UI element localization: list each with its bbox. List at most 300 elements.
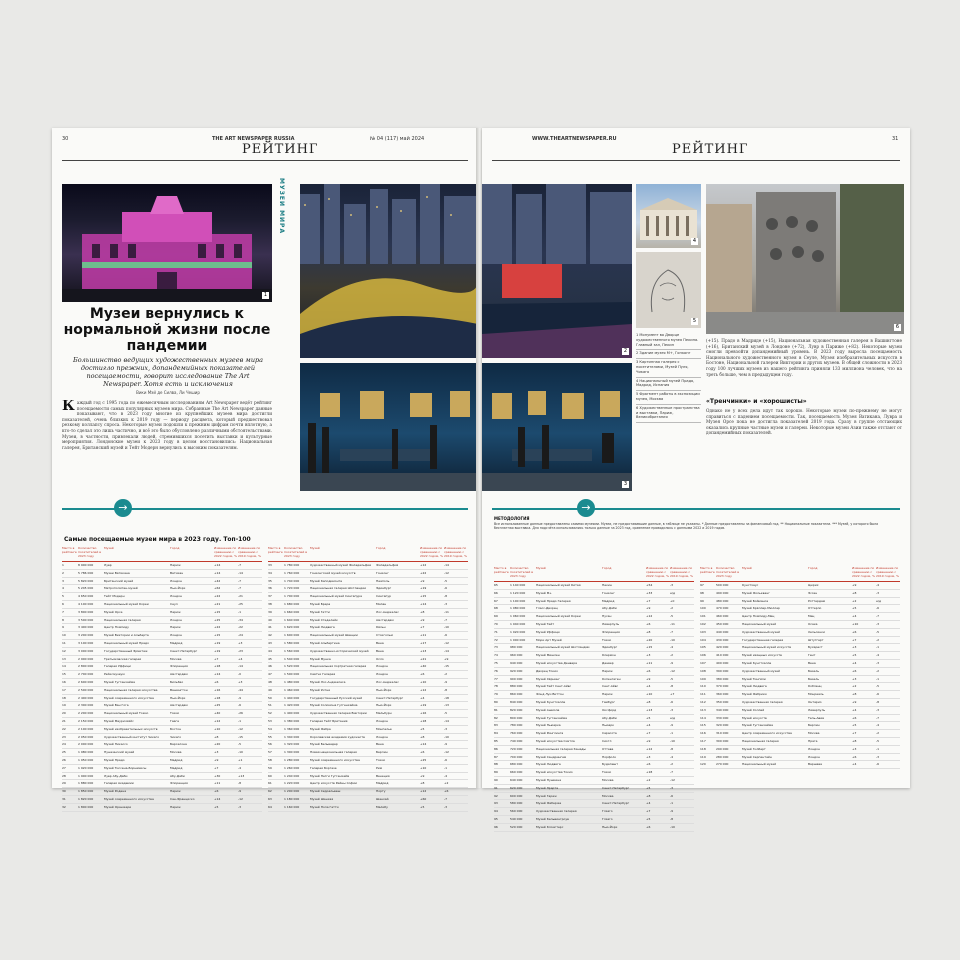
table-cell-vs2022: +19 — [420, 586, 427, 591]
table-cell-vs2019: -4 — [876, 583, 879, 587]
table-cell-vs2022: +7 — [852, 731, 857, 736]
table-cell-museum: Художественный институт Чикаго — [104, 734, 160, 739]
table-cell-visitors: 1 800 000 — [78, 804, 94, 809]
table-header-museum: Музей — [310, 546, 320, 550]
table-cell-vs2022: +6 — [646, 824, 651, 829]
table-cell-visitors: 1 900 000 — [78, 773, 94, 778]
table-cell-visitors: 1 080 000 — [510, 606, 526, 611]
table-cell-vs2022: +6 — [420, 672, 425, 677]
table-cell-city: Берлин — [808, 723, 820, 728]
table-row — [494, 683, 694, 691]
table-cell-visitors: 1 640 000 — [284, 617, 300, 622]
table-cell-city: Вена — [376, 640, 384, 645]
table-cell-city: Роттердам — [808, 598, 826, 603]
caption-6: 6 Художественные пространства и выставки, Париж, Великобритания — [636, 405, 701, 423]
table-cell-visitors: 680 000 — [510, 762, 523, 767]
table-cell-museum: Музей искусства Сиэтла — [536, 738, 575, 743]
table-cell-vs2019: -3 — [670, 785, 673, 790]
table-cell-city: Лондон — [170, 594, 182, 599]
table-cell-museum: Музей Крёллер-Мюллер — [742, 606, 780, 611]
table-cell-museum: Музей Серральвеш — [310, 789, 341, 794]
table-cell-vs2022: +7 — [646, 731, 651, 736]
table-cell-vs2019: -5 — [876, 629, 879, 634]
table-row — [268, 749, 468, 757]
table-cell-museum: Музей Орсе — [104, 609, 123, 614]
table-row — [494, 722, 694, 730]
table-cell-visitors: 640 000 — [510, 777, 523, 782]
table-cell-vs2022: +14 — [214, 563, 221, 567]
table-cell-visitors: 470 000 — [716, 606, 729, 611]
table-cell-vs2019: +1 — [238, 757, 243, 762]
table-cell-rank: 32 — [62, 804, 66, 809]
table-row — [700, 722, 900, 730]
table-cell-visitors: 1 660 000 — [284, 609, 300, 614]
table-cell-vs2019: -8 — [876, 699, 879, 704]
table-cell-rank: 7 — [62, 609, 64, 614]
left-rule — [62, 160, 468, 161]
table-cell-rank: 5 — [62, 594, 64, 599]
street-illustration — [706, 184, 904, 334]
table-cell-vs2022: +2 — [646, 777, 651, 782]
table-cell-vs2022: +33 — [646, 590, 653, 595]
table-cell-vs2022: +25 — [214, 703, 221, 708]
table-cell-visitors: 1 560 000 — [284, 648, 300, 653]
table-cell-museum: Музей Гуггенхайма — [742, 723, 773, 728]
table-cell-museum: Музей изобразительных искусств — [104, 726, 158, 731]
table-cell-rank: 18 — [62, 695, 66, 700]
table-cell-city: Штутгарт — [808, 637, 824, 642]
table-cell-rank: 36 — [268, 586, 272, 591]
table-cell-vs2019: -7 — [670, 629, 673, 634]
table-cell-visitors: 720 000 — [510, 746, 523, 751]
table-cell-vs2022: +3 — [646, 754, 651, 759]
table-cell-museum: Музей Бойманса — [742, 598, 769, 603]
table-row — [62, 796, 262, 804]
table-cell-visitors: 310 000 — [716, 731, 729, 736]
table-row — [268, 570, 468, 578]
table-cell-museum: Национальный музей Кореи — [536, 614, 581, 619]
table-cell-visitors: 1 720 000 — [284, 586, 300, 591]
table-cell-museum: Музей M+ — [536, 590, 552, 595]
table-cell-rank: 16 — [62, 679, 66, 684]
table-cell-vs2022: +19 — [420, 703, 427, 708]
table-row — [62, 773, 262, 781]
table-cell-vs2022: +21 — [214, 601, 221, 606]
table-cell-vs2022: +62 — [214, 586, 221, 591]
table-cell-vs2019: -2 — [670, 762, 673, 767]
table-row — [700, 644, 900, 652]
table-cell-city: Париж — [170, 609, 181, 614]
table-row — [62, 765, 262, 773]
table-header-museum: Музей — [536, 566, 546, 570]
table-cell-rank: 120 — [700, 762, 706, 767]
table-cell-vs2019: -2 — [876, 637, 879, 642]
table-cell-vs2022: +9 — [646, 676, 651, 681]
table-cell-vs2022: +20 — [214, 742, 221, 747]
table-cell-visitors: 1 140 000 — [510, 583, 526, 587]
table-row — [700, 637, 900, 645]
table-cell-visitors: 1 680 000 — [284, 601, 300, 606]
table-cell-city: Кобленц — [808, 684, 822, 689]
table-header-museum: Музей — [104, 546, 114, 550]
table-cell-visitors: 860 000 — [510, 692, 523, 697]
table-cell-vs2019: +3 — [238, 679, 243, 684]
table-cell-vs2022: +7 — [214, 765, 219, 770]
table-cell-visitors: 1 320 000 — [284, 742, 300, 747]
table-cell-city: Варшава — [808, 762, 822, 767]
table-cell-vs2019: -5 — [444, 711, 447, 716]
table-cell-vs2019: -4 — [444, 773, 447, 778]
table-cell-city: Осло — [376, 656, 384, 661]
table-header-city: Город — [602, 566, 612, 570]
table-cell-vs2019: -4 — [876, 653, 879, 658]
table-row — [700, 715, 900, 723]
table-cell-vs2019: -1 — [876, 645, 879, 650]
table-cell-vs2022: +9 — [420, 578, 425, 583]
table-cell-vs2022: +5 — [214, 804, 219, 809]
table-cell-vs2019: -26 — [238, 711, 243, 716]
table-cell-vs2022: +15 — [420, 594, 427, 599]
table-row — [494, 800, 694, 808]
table-cell-visitors: 330 000 — [716, 715, 729, 720]
table-cell-vs2022: +6 — [852, 668, 857, 673]
table-cell-rank: 53 — [268, 718, 272, 723]
table-cell-city: Ливерпуль — [602, 621, 620, 626]
table-cell-vs2019: +7 — [670, 692, 675, 697]
table-cell-city: Копенгаген — [602, 676, 621, 681]
table-cell-rank: 76 — [494, 668, 498, 673]
table-row — [700, 761, 900, 769]
table-cell-vs2022: +6 — [646, 621, 651, 626]
table-cell-city: Лондон — [376, 734, 388, 739]
table-cell-museum: Художественный музей Филадельфии — [310, 563, 372, 567]
table-cell-vs2022: +4 — [420, 695, 425, 700]
table-cell-vs2022: +9 — [646, 738, 651, 743]
table-row — [700, 598, 900, 606]
table-cell-city: Денвер — [602, 660, 614, 665]
table-row — [62, 695, 262, 703]
table-cell-city: Ватикан — [170, 570, 184, 575]
table-cell-vs2019: -7 — [238, 563, 241, 567]
table-cell-rank: 13 — [62, 656, 66, 661]
table-cell-museum: Национальный музей Шотландии — [536, 645, 590, 650]
table-row — [268, 796, 468, 804]
table-row — [494, 598, 694, 606]
table-cell-city: Амстердам — [376, 617, 394, 622]
table-cell-museum: Фонд Луи Виттон — [536, 692, 564, 697]
article-dek: Большинство ведущих художественных музеев мира достигло прежних, допандемийных показателей посещаемости, говорит исследование The Art Newspaper. Хотя есть и исключения — [72, 356, 264, 388]
table-row — [494, 691, 694, 699]
table-cell-vs2019: -7 — [444, 617, 447, 622]
table-cell-vs2022: +7 — [646, 598, 651, 603]
photo-5-drawing — [636, 252, 701, 328]
table-cell-museum: Галерея Тейт Британия — [310, 718, 348, 723]
photo-captions — [636, 332, 701, 492]
table-cell-vs2019: -14 — [444, 718, 449, 723]
table-cell-vs2019: -7 — [876, 715, 879, 720]
table-cell-vs2022: +7 — [646, 809, 651, 814]
table-cell-city: Кёльн — [376, 625, 386, 630]
table-cell-rank: 101 — [700, 614, 706, 619]
table-cell-visitors: 1 540 000 — [284, 656, 300, 661]
table-cell-rank: 111 — [700, 692, 706, 697]
table-row — [494, 715, 694, 723]
table-cell-rank: 49 — [268, 687, 272, 692]
table-cell-museum: Музей Фаберже — [536, 801, 562, 806]
table-row — [268, 702, 468, 710]
table-cell-city: Гамбург — [602, 699, 616, 704]
table-cell-museum: Музей Людвига — [536, 762, 561, 767]
table-cell-city: Гент — [808, 653, 816, 658]
table-row — [62, 570, 262, 578]
table-cell-vs2019: -3 — [876, 707, 879, 712]
table-row — [62, 562, 262, 570]
table-cell-museum: Музей Гараж — [536, 793, 557, 798]
table-cell-vs2019: -2 — [444, 672, 447, 677]
table-cell-city: Токио — [170, 711, 180, 716]
table-cell-vs2019: -5 — [238, 742, 241, 747]
right-body-text-2: Однако не у всех дела идут так хорошо. Некоторые музеи по-прежнему не могут справиться с падением посещаемости. Так, посещаемость Музея Ватикана, Лувра и Музея Орсе пока не достигла показателей 2019 года. Сразу в группе отстающих оказались крупные частные музеи и галереи. Некоторые музеи Азии также отстают от допандемийных показателей. — [706, 408, 902, 436]
table-cell-visitors: 400 000 — [716, 660, 729, 665]
table-cell-museum: Музей Кельвингроув — [536, 816, 569, 821]
table-cell-city: Флоренция — [170, 664, 188, 669]
table-cell-museum: Музей Гуггенхайма — [536, 715, 567, 720]
table-cell-vs2019: -3 — [876, 590, 879, 595]
table-cell-visitors: 500 000 — [716, 583, 729, 587]
table-cell-rank: 20 — [62, 711, 66, 716]
table-cell-vs2022: +7 — [420, 625, 425, 630]
table-cell-vs2022: +22 — [420, 570, 427, 575]
table-cell-rank: 90 — [494, 777, 498, 782]
table-cell-vs2019: -3 — [444, 804, 447, 809]
table-cell-city: Оттерло — [808, 606, 822, 611]
table-cell-vs2022: +9 — [420, 773, 425, 778]
table-cell-rank: 43 — [268, 640, 272, 645]
table-header-vs2019: Изменение по сравнению с 2019 годом, % — [876, 566, 899, 578]
m-plus-building-illustration — [482, 184, 632, 358]
table-row — [494, 777, 694, 785]
table-cell-vs2022: +7 — [852, 637, 857, 642]
table-cell-vs2019: -12 — [444, 570, 449, 575]
table-cell-vs2019: -25 — [238, 601, 243, 606]
photo-3-gallery-visitors-left — [300, 363, 478, 491]
table-cell-rank: 67 — [494, 598, 498, 603]
table-cell-vs2022: +6 — [214, 789, 219, 794]
table-cell-city: Гонконг — [376, 570, 389, 575]
table-cell-vs2022: +60 — [420, 796, 427, 801]
table-cell-visitors: 2 700 000 — [78, 672, 94, 677]
table-cell-city: Хельсинки — [808, 629, 825, 634]
table-cell-rank: 2 — [62, 570, 64, 575]
table-cell-visitors: 1 000 000 — [510, 637, 526, 642]
table-cell-museum: Музей современного искусства — [104, 796, 154, 801]
table-cell-city: Мельбурн — [376, 711, 392, 716]
table-row — [62, 609, 262, 617]
table-cell-city: Токио — [376, 757, 386, 762]
table-cell-vs2022: +4 — [646, 801, 651, 806]
table-cell-visitors: 740 000 — [510, 738, 523, 743]
table-row — [494, 769, 694, 777]
table-cell-city: Пекин — [602, 583, 612, 587]
table-cell-museum: Музей Эрарта — [536, 785, 559, 790]
table-cell-visitors: 2 200 000 — [78, 711, 94, 716]
table-cell-vs2022: +9 — [214, 757, 219, 762]
table-cell-vs2019: -7 — [238, 586, 241, 591]
table-cell-museum: Музей Гилберт — [742, 746, 766, 751]
table-cell-vs2022: +14 — [420, 601, 427, 606]
table-cell-city: Вашингтон — [170, 687, 188, 692]
table-cell-rank: 1 — [62, 563, 64, 567]
table-cell-vs2022: +6 — [852, 629, 857, 634]
table-row — [62, 718, 262, 726]
table-header — [62, 546, 262, 562]
table-cell-rank: 102 — [700, 621, 706, 626]
table-cell-vs2019: -3 — [876, 754, 879, 759]
table-cell-visitors: 920 000 — [510, 668, 523, 673]
table-cell-city: Париж — [170, 625, 181, 630]
table-cell-vs2022: +8 — [420, 781, 425, 786]
table-row — [494, 730, 694, 738]
table-cell-vs2022: +9 — [852, 583, 857, 587]
table-cell-city: Лондон — [376, 664, 388, 669]
table-cell-vs2022: +20 — [646, 637, 653, 642]
table-cell-vs2022: +11 — [646, 660, 653, 665]
methodology-text: Все использованные данные предоставлены самими музеями. Музеи, не предоставившие данные, в таблице не указаны. * Данные предоставлены за финансовый год. ** Национальные показатели. *** Музей, у которого была бесплатная выставка. Для подсчёта использовались только данные за 2023 год, сравнение проводилось с данными 2022 и 2019 годов. — [494, 522, 879, 531]
table-cell-visitors: 2 500 000 — [78, 687, 94, 692]
table-cell-vs2019: -1 — [238, 609, 241, 614]
table-cell-museum: Музей Родена — [104, 789, 127, 794]
table-cell-museum: Музей Пикассо — [104, 742, 128, 747]
table-header-rank: Место в рейтинге — [700, 566, 715, 574]
table-cell-museum: Музей Брера — [310, 601, 331, 606]
table-cell-visitors: 1 880 000 — [78, 781, 94, 786]
photo-2-city-night-left — [300, 184, 478, 358]
table-cell-vs2019: -8 — [670, 746, 673, 751]
table-cell-city: Порту — [376, 789, 386, 794]
table-cell-city: Бостон — [170, 726, 182, 731]
table-cell-museum: Центр современного искусства — [742, 731, 792, 736]
table-cell-museum: Галерея Уффици — [104, 664, 131, 669]
table-cell-rank: 10 — [62, 633, 66, 638]
table-cell-museum: Музей Пола Гетти — [310, 804, 339, 809]
table-row — [62, 671, 262, 679]
table-cell-city: Мадрид — [170, 765, 183, 770]
table-cell-visitors: 1 300 000 — [284, 750, 300, 755]
table-cell-vs2019: -44 — [238, 687, 243, 692]
right-rule — [492, 160, 900, 161]
table-row — [494, 605, 694, 613]
table-cell-museum: Художественный музей — [742, 668, 780, 673]
table-cell-visitors: 2 150 000 — [78, 718, 94, 723]
table-cell-vs2022: +5 — [646, 715, 651, 720]
table-cell-rank: 24 — [62, 742, 66, 747]
table-row — [62, 804, 262, 812]
table-cell-vs2019: +9 — [444, 656, 449, 661]
table-cell-museum: Галерея Боргезе — [310, 765, 337, 770]
table-cell-city: Цюрих — [808, 583, 819, 587]
table-cell-visitors: 3 000 000 — [78, 648, 94, 653]
table-cell-museum: Музей Бельведер — [310, 742, 338, 747]
table-cell-vs2022: +12 — [646, 614, 653, 619]
table-row — [268, 562, 468, 570]
table-cell-rank: 31 — [62, 796, 66, 801]
table-cell-city: Токио — [602, 637, 612, 642]
table-cell-vs2019: -4 — [876, 723, 879, 728]
table-row — [62, 780, 262, 788]
table-cell-visitors: 1 580 000 — [284, 640, 300, 645]
table-cell-rank: 27 — [62, 765, 66, 770]
table-cell-vs2022: +18 — [646, 770, 653, 775]
table-cell-vs2022: +3 — [852, 746, 857, 751]
table-cell-city: Тель-Авив — [808, 715, 824, 720]
table-cell-museum: Музей Тейт — [536, 621, 555, 626]
table-cell-museum: Дворец Токио — [536, 668, 558, 673]
table-cell-vs2022: +4 — [646, 723, 651, 728]
table-row — [268, 656, 468, 664]
table-cell-museum: Художественная галерея — [536, 809, 577, 814]
table-cell-vs2022: +40 — [420, 664, 427, 669]
table-cell-city: Нью-Йорк — [170, 695, 186, 700]
table-cell-vs2022: +3 — [852, 676, 857, 681]
table-cell-city: Париж — [170, 563, 181, 567]
table-cell-museum: Музей Ньюарка — [536, 723, 561, 728]
table-cell-vs2022: +6 — [646, 762, 651, 767]
table-cell-rank: 41 — [268, 625, 272, 630]
table-cell-museum: Третьяковская галерея — [104, 656, 142, 661]
table-cell-city: Монпелье — [376, 726, 392, 731]
table-cell-city: Париж — [170, 789, 181, 794]
table-row — [494, 738, 694, 746]
photo-6-street-mural — [706, 184, 904, 334]
table-cell-rank: 78 — [494, 684, 498, 689]
table-row — [268, 765, 468, 773]
table-cell-vs2019: н/д — [670, 715, 676, 720]
table-cell-rank: 103 — [700, 629, 706, 634]
table-cell-city: Базель — [808, 668, 820, 673]
table-cell-vs2019: н/д — [876, 598, 882, 603]
table-cell-vs2019: -5 — [670, 614, 673, 619]
table-cell-visitors: 1 420 000 — [284, 703, 300, 708]
table-cell-vs2022: +8 — [214, 734, 219, 739]
right-folio: 31 — [892, 136, 899, 142]
table-cell-city: Амстердам — [170, 672, 188, 677]
table-cell-vs2022: +22 — [214, 625, 221, 630]
table-row — [62, 726, 262, 734]
table-cell-visitors: 2 000 000 — [78, 742, 94, 747]
table-cell-rank: 37 — [268, 594, 272, 599]
article-headline: Музеи вернулись к нормальной жизни после пандемии — [63, 306, 271, 354]
table-cell-rank: 47 — [268, 672, 272, 677]
table-cell-vs2022: +5 — [420, 804, 425, 809]
table-cell-museum: Музей Кунстхалле — [536, 699, 566, 704]
table-cell-rank: 8 — [62, 617, 64, 622]
table-cell-vs2019: -7 — [238, 578, 241, 583]
caption-5: 5 Фрагмент работы в экспозиции музея, Москва — [636, 391, 701, 405]
table-cell-city: Париж — [602, 692, 613, 697]
table-cell-rank: 118 — [700, 746, 706, 751]
table-cell-vs2022: +5 — [646, 816, 651, 821]
table-cell-museum: Музей Людвига — [742, 684, 767, 689]
table-cell-rank: 93 — [494, 801, 498, 806]
table-cell-visitors: 2 800 000 — [78, 664, 94, 669]
photo-number-3: 3 — [623, 481, 628, 487]
magazine-spread — [52, 128, 910, 829]
right-subhead: «Тренчинки» и «хорошисты» — [706, 398, 807, 405]
table-row — [62, 617, 262, 625]
table-cell-city: Вена — [376, 648, 384, 653]
table-row — [700, 691, 900, 699]
table-cell-museum: Музей Тиссена-Борнемисы — [104, 765, 147, 770]
